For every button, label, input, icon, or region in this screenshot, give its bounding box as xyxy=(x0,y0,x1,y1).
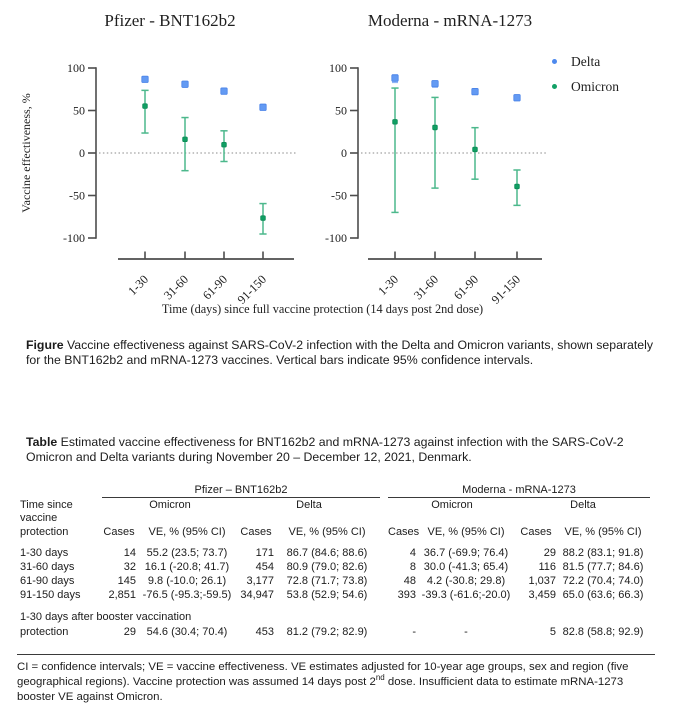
gap-row xyxy=(20,539,650,546)
ve-cell: -39.3 (-61.6;-20.0) xyxy=(421,589,511,601)
spacer-cell xyxy=(380,588,388,602)
delta-data-point xyxy=(432,81,438,87)
y-tick-label: -100 xyxy=(63,231,85,245)
ve-cell: 53.8 (52.9; 54.6) xyxy=(286,589,368,601)
delta-data-point xyxy=(514,95,520,101)
delta-data-point xyxy=(392,75,398,81)
ve-header: VE, % (95% CI) xyxy=(564,526,642,538)
row-header-line: protection xyxy=(20,526,69,538)
omicron-data-point xyxy=(143,104,148,109)
ve-cell: 82.8 (58.8; 92.9) xyxy=(562,626,644,638)
ve-cell: 4.2 (-30.8; 29.8) xyxy=(426,575,506,587)
shared-x-axis-label: Time (days) since full vaccine protection (14 days post 2nd dose) xyxy=(161,302,484,316)
empty-cell xyxy=(102,512,650,525)
x-tick-label: 31-60 xyxy=(160,272,192,303)
y-tick-label: 100 xyxy=(329,61,347,75)
x-tick-label: 61-90 xyxy=(199,272,231,303)
legend-item-omicron xyxy=(552,79,619,94)
ve-cell: 81.5 (77.7; 84.6) xyxy=(562,561,644,573)
cases-cell: 29 xyxy=(543,547,556,559)
ve-cell: 72.2 (70.4; 74.0) xyxy=(562,575,644,587)
y-tick-label: 100 xyxy=(67,61,85,75)
cases-header: Cases xyxy=(103,526,135,538)
omicron-data-point xyxy=(433,125,438,130)
variant-header-delta: Delta xyxy=(570,499,596,511)
ve-cell: 86.7 (84.6; 88.6) xyxy=(286,547,368,559)
empty-cell xyxy=(20,482,102,497)
ve-cell: 16.1 (-20.8; 41.7) xyxy=(144,561,230,573)
delta-data-point xyxy=(221,88,227,94)
delta-data-point xyxy=(142,76,148,82)
cases-cell: 454 xyxy=(255,561,274,573)
omicron-data-point xyxy=(515,184,520,189)
delta-data-point xyxy=(472,88,478,94)
ve-cell: - xyxy=(464,626,468,638)
results-table xyxy=(20,482,650,639)
table-row xyxy=(20,560,650,574)
figure-caption-text: Vaccine effectiveness against SARS-CoV-2 infection with the Delta and Omicron variants, shown separately for the BNT162b2 and mRNA-1273 vaccines. Vertical bars indicate 95% confidence intervals. xyxy=(26,338,653,367)
variant-header-omicron: Omicron xyxy=(431,499,473,511)
cases-cell: 29 xyxy=(123,626,136,638)
ve-cell: 80.9 (79.0; 82.6) xyxy=(286,561,368,573)
delta-data-point xyxy=(182,81,188,87)
spacer-cell xyxy=(380,525,388,539)
table-row xyxy=(20,546,650,560)
cases-cell: - xyxy=(412,626,416,638)
table-footnote xyxy=(17,654,655,706)
ve-header: VE, % (95% CI) xyxy=(148,526,226,538)
cases-cell: 32 xyxy=(123,561,136,573)
cases-cell: 34,947 xyxy=(240,589,274,601)
table-title-label: Table xyxy=(26,435,58,449)
y-tick-label: -50 xyxy=(69,188,85,203)
x-tick-label: 1-30 xyxy=(125,272,152,299)
column-header-row xyxy=(20,525,650,539)
omicron-data-point xyxy=(393,120,398,125)
row-header-line: Time since xyxy=(20,499,73,511)
ve-cell: -76.5 (-95.3;-59.5) xyxy=(142,589,232,601)
group-header-row xyxy=(20,482,650,497)
cases-cell: 1,037 xyxy=(528,575,556,587)
spacer-cell xyxy=(380,497,388,512)
chart-title: Moderna - mRNA-1273 xyxy=(367,11,533,30)
gap-cell xyxy=(20,539,650,546)
variant-header-delta: Delta xyxy=(296,499,322,511)
y-tick-label: 0 xyxy=(79,146,85,160)
row-header-line: vaccine xyxy=(20,512,58,524)
y-tick-label: -100 xyxy=(325,231,347,245)
cases-cell: 5 xyxy=(549,626,556,638)
y-tick-label: 50 xyxy=(335,103,347,118)
ve-cell: 65.0 (63.6; 66.3) xyxy=(562,589,644,601)
chart-legend xyxy=(552,54,619,104)
group-header-moderna: Moderna - mRNA-1273 xyxy=(388,482,650,497)
table-title xyxy=(26,435,660,465)
omicron-data-point xyxy=(183,137,188,142)
spacer-cell xyxy=(380,624,388,639)
y-tick-label: 0 xyxy=(341,146,347,160)
cases-header: Cases xyxy=(520,526,552,538)
cases-cell: 4 xyxy=(409,547,416,559)
spacer-cell xyxy=(380,482,388,497)
figure-caption-label: Figure xyxy=(26,338,64,352)
cases-header: Cases xyxy=(240,526,272,538)
footnote-text: CI = confidence intervals; VE = vaccine effectiveness. VE estimates adjusted for 10-year age groups, sex and region (five geographical regions). Vaccine protection was assumed 14 days post 2 xyxy=(17,661,629,689)
footnote-superscript: nd xyxy=(375,673,385,683)
ve-cell: 30.0 (-41.3; 65.4) xyxy=(423,561,509,573)
gap-cell xyxy=(20,602,650,611)
ve-header: VE, % (95% CI) xyxy=(427,526,505,538)
delta-data-point xyxy=(260,104,266,110)
x-tick-label: 31-60 xyxy=(410,272,442,303)
delta-marker-icon xyxy=(552,59,557,64)
legend-item-delta xyxy=(552,54,619,69)
cases-cell: 2,851 xyxy=(108,589,136,601)
table-row xyxy=(20,588,650,602)
spacer-cell xyxy=(380,574,388,588)
cases-cell: 116 xyxy=(538,561,556,573)
y-tick-label: 50 xyxy=(73,103,85,118)
cases-cell: 14 xyxy=(123,547,136,559)
cases-cell: 393 xyxy=(397,589,416,601)
x-tick-label: 91-150 xyxy=(488,272,524,307)
vaccine-effectiveness-charts xyxy=(0,0,678,318)
omicron-marker-icon xyxy=(552,84,557,89)
row-label-cell: 31-60 days xyxy=(20,561,75,573)
y-axis-label: Vaccine effectiveness, % xyxy=(19,93,33,213)
row-label-cell: 1-30 days xyxy=(20,547,69,559)
ve-cell: 36.7 (-69.9; 76.4) xyxy=(423,547,509,559)
x-tick-label: 61-90 xyxy=(450,272,482,303)
ve-cell: 54.6 (30.4; 70.4) xyxy=(146,626,228,638)
legend-label-delta: Delta xyxy=(571,53,601,69)
legend-label-omicron: Omicron xyxy=(571,78,619,94)
table-row xyxy=(20,574,650,588)
y-tick-label: -50 xyxy=(331,188,347,203)
figure-caption xyxy=(26,338,660,367)
omicron-data-point xyxy=(222,142,227,147)
booster-header-cell: 1-30 days after booster vaccination xyxy=(20,611,192,623)
spacer-cell xyxy=(380,560,388,574)
cases-cell: 171 xyxy=(255,547,274,559)
row-label-cell: 91-150 days xyxy=(20,589,81,601)
cases-cell: 8 xyxy=(409,561,416,573)
ve-cell: 88.2 (83.1; 91.8) xyxy=(562,547,644,559)
ve-header: VE, % (95% CI) xyxy=(288,526,366,538)
ve-cell: 9.8 (-10.0; 26.1) xyxy=(147,575,227,587)
variant-header-omicron: Omicron xyxy=(149,499,191,511)
table-title-text: Estimated vaccine effectiveness for BNT162b2 and mRNA-1273 against infection with the SARS-CoV-2 Omicron and Delta variants during November 20 – December 12, 2021, Denmark. xyxy=(26,435,624,464)
chart-title: Pfizer - BNT162b2 xyxy=(104,11,236,30)
booster-data-row xyxy=(20,624,650,639)
cases-header: Cases xyxy=(388,526,420,538)
row-label-cell: protection xyxy=(20,626,69,638)
omicron-data-point xyxy=(261,216,266,221)
x-tick-label: 91-150 xyxy=(234,272,270,307)
gap-row xyxy=(20,602,650,611)
spacer-cell xyxy=(380,546,388,560)
variant-header-row xyxy=(20,497,650,512)
row-header-line-row xyxy=(20,512,650,525)
cases-cell: 48 xyxy=(403,575,416,587)
cases-cell: 145 xyxy=(117,575,136,587)
group-header-pfizer: Pfizer – BNT162b2 xyxy=(102,482,380,497)
ve-cell: 81.2 (79.2; 82.9) xyxy=(286,626,368,638)
ve-cell: 55.2 (23.5; 73.7) xyxy=(146,547,228,559)
cases-cell: 453 xyxy=(255,626,274,638)
omicron-data-point xyxy=(473,147,478,152)
x-tick-label: 1-30 xyxy=(375,272,402,299)
cases-cell: 3,459 xyxy=(528,589,556,601)
ve-cell: 72.8 (71.7; 73.8) xyxy=(286,575,368,587)
row-label-cell: 61-90 days xyxy=(20,575,75,587)
footnote-text: dose. Insufficient data to estimate mRNA-1273 booster VE against Omicron. xyxy=(17,676,624,704)
booster-header-row xyxy=(20,611,650,624)
cases-cell: 3,177 xyxy=(246,575,274,587)
